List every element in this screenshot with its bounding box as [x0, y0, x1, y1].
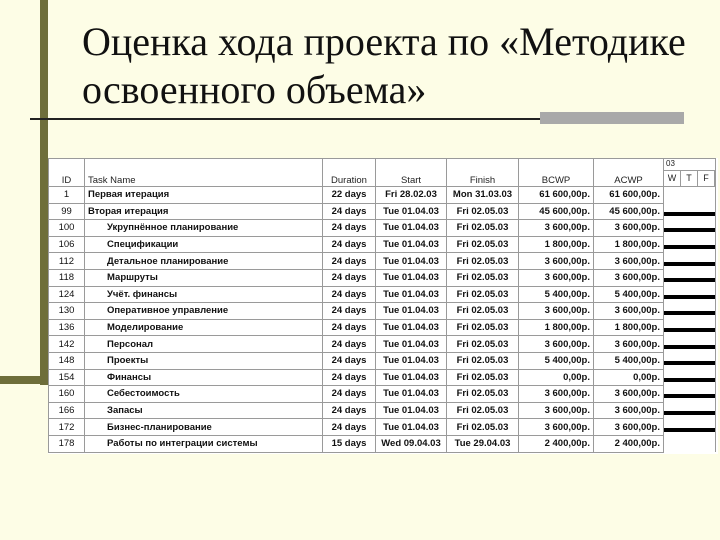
gantt-cell [664, 402, 716, 419]
cell-task-name[interactable]: Проекты [85, 352, 323, 369]
cell-duration[interactable]: 24 days [323, 419, 376, 436]
gantt-cell [664, 203, 716, 220]
slide-title: Оценка хода проекта по «Методике освоенного объема» [82, 19, 686, 112]
cell-acwp[interactable]: 45 600,00р. [594, 203, 664, 220]
gantt-cell [664, 336, 716, 353]
cell-duration[interactable]: 24 days [323, 319, 376, 336]
gantt-day-label: F [698, 171, 715, 186]
cell-id[interactable]: 118 [49, 269, 85, 286]
cell-id[interactable]: 178 [49, 435, 85, 452]
cell-finish[interactable]: Fri 02.05.03 [447, 369, 519, 386]
gantt-bar [664, 212, 715, 216]
cell-task-name[interactable]: Работы по интеграции системы [85, 435, 323, 452]
cell-bcwp[interactable]: 3 600,00р. [519, 336, 594, 353]
cell-acwp[interactable]: 1 800,00р. [594, 236, 664, 253]
gantt-cell [664, 352, 716, 369]
cell-id[interactable]: 1 [49, 187, 85, 204]
table-row[interactable] [49, 336, 716, 353]
cell-id[interactable]: 142 [49, 336, 85, 353]
cell-bcwp[interactable]: 3 600,00р. [519, 253, 594, 270]
cell-task-name[interactable]: Первая итерация [85, 187, 323, 204]
cell-finish[interactable]: Fri 02.05.03 [447, 253, 519, 270]
cell-task-name[interactable]: Учёт. финансы [85, 286, 323, 303]
cell-acwp[interactable]: 3 600,00р. [594, 220, 664, 237]
cell-finish[interactable]: Mon 31.03.03 [447, 187, 519, 204]
cell-acwp[interactable]: 3 600,00р. [594, 269, 664, 286]
gantt-cell [664, 236, 716, 253]
cell-finish[interactable]: Fri 02.05.03 [447, 402, 519, 419]
cell-finish[interactable]: Fri 02.05.03 [447, 203, 519, 220]
gantt-cell [664, 187, 716, 204]
table-row[interactable] [49, 303, 716, 320]
cell-acwp[interactable]: 2 400,00р. [594, 435, 664, 452]
table-header-row [49, 159, 716, 187]
gantt-cell [664, 369, 716, 386]
cell-start[interactable]: Tue 01.04.03 [376, 386, 447, 403]
cell-duration[interactable]: 24 days [323, 336, 376, 353]
cell-bcwp[interactable]: 45 600,00р. [519, 203, 594, 220]
cell-id[interactable]: 148 [49, 352, 85, 369]
cell-start[interactable]: Tue 01.04.03 [376, 303, 447, 320]
cell-id[interactable]: 160 [49, 386, 85, 403]
cell-task-name[interactable]: Финансы [85, 369, 323, 386]
cell-bcwp[interactable]: 61 600,00р. [519, 187, 594, 204]
cell-duration[interactable]: 22 days [323, 187, 376, 204]
cell-duration[interactable]: 24 days [323, 369, 376, 386]
cell-id[interactable]: 154 [49, 369, 85, 386]
cell-start[interactable]: Tue 01.04.03 [376, 269, 447, 286]
cell-duration[interactable]: 24 days [323, 303, 376, 320]
cell-acwp[interactable]: 3 600,00р. [594, 253, 664, 270]
cell-finish[interactable]: Fri 02.05.03 [447, 352, 519, 369]
gantt-cell [664, 386, 716, 403]
cell-duration[interactable]: 24 days [323, 220, 376, 237]
gantt-cell [664, 253, 716, 270]
cell-id[interactable]: 130 [49, 303, 85, 320]
cell-acwp[interactable]: 61 600,00р. [594, 187, 664, 204]
gantt-cell [664, 435, 716, 452]
cell-duration[interactable]: 24 days [323, 203, 376, 220]
title-underline [30, 118, 540, 120]
cell-acwp[interactable]: 3 600,00р. [594, 303, 664, 320]
gantt-cell [664, 269, 716, 286]
gantt-bar [664, 278, 715, 282]
cell-duration[interactable]: 24 days [323, 402, 376, 419]
cell-id[interactable]: 172 [49, 419, 85, 436]
table-row[interactable] [49, 187, 716, 204]
gantt-bar [664, 394, 715, 398]
cell-start[interactable]: Tue 01.04.03 [376, 253, 447, 270]
table-row[interactable] [49, 369, 716, 386]
cell-bcwp[interactable]: 1 800,00р. [519, 236, 594, 253]
cell-finish[interactable]: Fri 02.05.03 [447, 286, 519, 303]
cell-bcwp[interactable]: 0,00р. [519, 369, 594, 386]
cell-duration[interactable]: 24 days [323, 253, 376, 270]
cell-task-name[interactable]: Оперативное управление [85, 303, 323, 320]
cell-start[interactable]: Tue 01.04.03 [376, 286, 447, 303]
gantt-bar [664, 378, 715, 382]
gantt-cell [664, 419, 716, 436]
cell-acwp[interactable]: 3 600,00р. [594, 419, 664, 436]
table-row[interactable] [49, 286, 716, 303]
project-table [48, 158, 716, 453]
cell-bcwp[interactable]: 1 800,00р. [519, 319, 594, 336]
cell-bcwp[interactable]: 3 600,00р. [519, 220, 594, 237]
gantt-bar [664, 411, 715, 415]
cell-acwp[interactable]: 0,00р. [594, 369, 664, 386]
cell-finish[interactable]: Fri 02.05.03 [447, 236, 519, 253]
cell-finish[interactable]: Fri 02.05.03 [447, 303, 519, 320]
cell-start[interactable]: Tue 01.04.03 [376, 220, 447, 237]
table-row[interactable] [49, 386, 716, 403]
cell-acwp[interactable]: 5 400,00р. [594, 286, 664, 303]
header-task-name[interactable]: Task Name [85, 159, 323, 187]
cell-start[interactable]: Fri 28.02.03 [376, 187, 447, 204]
cell-bcwp[interactable]: 5 400,00р. [519, 286, 594, 303]
cell-acwp[interactable]: 3 600,00р. [594, 402, 664, 419]
cell-task-name[interactable]: Запасы [85, 402, 323, 419]
cell-task-name[interactable]: Бизнес-планирование [85, 419, 323, 436]
cell-finish[interactable]: Fri 02.05.03 [447, 386, 519, 403]
cell-duration[interactable]: 24 days [323, 386, 376, 403]
table-row[interactable] [49, 402, 716, 419]
gantt-bar [664, 345, 715, 349]
cell-id[interactable]: 99 [49, 203, 85, 220]
cell-id[interactable]: 100 [49, 220, 85, 237]
header-duration[interactable]: Duration [323, 159, 376, 187]
gantt-cell [664, 286, 716, 303]
gantt-bar [664, 361, 715, 365]
cell-task-name[interactable]: Вторая итерация [85, 203, 323, 220]
cell-bcwp[interactable]: 3 600,00р. [519, 386, 594, 403]
cell-acwp[interactable]: 3 600,00р. [594, 336, 664, 353]
cell-finish[interactable]: Tue 29.04.03 [447, 435, 519, 452]
cell-finish[interactable]: Fri 02.05.03 [447, 220, 519, 237]
header-start[interactable]: Start [376, 159, 447, 187]
gantt-cell [664, 220, 716, 237]
cell-duration[interactable]: 24 days [323, 236, 376, 253]
cell-id[interactable]: 106 [49, 236, 85, 253]
table-row[interactable] [49, 319, 716, 336]
cell-duration[interactable]: 24 days [323, 286, 376, 303]
gantt-bar [664, 228, 715, 232]
gantt-bar [664, 311, 715, 315]
cell-start[interactable]: Tue 01.04.03 [376, 419, 447, 436]
cell-finish[interactable]: Fri 02.05.03 [447, 336, 519, 353]
table-row[interactable] [49, 203, 716, 220]
gantt-day-label: W [664, 171, 681, 186]
cell-bcwp[interactable]: 5 400,00р. [519, 352, 594, 369]
left-decor-foot [0, 376, 48, 384]
cell-start[interactable]: Wed 09.04.03 [376, 435, 447, 452]
cell-start[interactable]: Tue 01.04.03 [376, 336, 447, 353]
cell-start[interactable]: Tue 01.04.03 [376, 352, 447, 369]
title-accent-block [540, 112, 684, 124]
cell-bcwp[interactable]: 3 600,00р. [519, 269, 594, 286]
header-acwp[interactable]: ACWP [594, 159, 664, 187]
table-row[interactable] [49, 419, 716, 436]
cell-bcwp[interactable]: 2 400,00р. [519, 435, 594, 452]
cell-bcwp[interactable]: 3 600,00р. [519, 402, 594, 419]
cell-start[interactable]: Tue 01.04.03 [376, 319, 447, 336]
cell-task-name[interactable]: Моделирование [85, 319, 323, 336]
cell-start[interactable]: Tue 01.04.03 [376, 369, 447, 386]
gantt-header [664, 159, 716, 187]
table-row[interactable] [49, 269, 716, 286]
gantt-cell [664, 319, 716, 336]
gantt-bar [664, 295, 715, 299]
cell-duration[interactable]: 15 days [323, 435, 376, 452]
left-decor-bar [0, 0, 48, 385]
header-finish[interactable]: Finish [447, 159, 519, 187]
cell-start[interactable]: Tue 01.04.03 [376, 402, 447, 419]
project-table-container [48, 158, 718, 454]
cell-acwp[interactable]: 1 800,00р. [594, 319, 664, 336]
gantt-bar [664, 262, 715, 266]
cell-duration[interactable]: 24 days [323, 269, 376, 286]
gantt-bar [664, 328, 715, 332]
header-bcwp[interactable]: BCWP [519, 159, 594, 187]
cell-start[interactable]: Tue 01.04.03 [376, 236, 447, 253]
cell-task-name[interactable]: Себестоимость [85, 386, 323, 403]
cell-task-name[interactable]: Маршруты [85, 269, 323, 286]
cell-finish[interactable]: Fri 02.05.03 [447, 269, 519, 286]
cell-task-name[interactable]: Персонал [85, 336, 323, 353]
cell-task-name[interactable]: Детальное планирование [85, 253, 323, 270]
header-id[interactable]: ID [49, 159, 85, 187]
gantt-bar [664, 245, 715, 249]
table-row[interactable] [49, 220, 716, 237]
cell-acwp[interactable]: 3 600,00р. [594, 386, 664, 403]
cell-finish[interactable]: Fri 02.05.03 [447, 319, 519, 336]
cell-bcwp[interactable]: 3 600,00р. [519, 303, 594, 320]
cell-task-name[interactable]: Спецификации [85, 236, 323, 253]
cell-duration[interactable]: 24 days [323, 352, 376, 369]
cell-finish[interactable]: Fri 02.05.03 [447, 419, 519, 436]
cell-id[interactable]: 124 [49, 286, 85, 303]
gantt-period: 03 [664, 159, 715, 171]
table-row[interactable] [49, 352, 716, 369]
gantt-cell [664, 303, 716, 320]
cell-id[interactable]: 112 [49, 253, 85, 270]
cell-task-name[interactable]: Укрупнённое планирование [85, 220, 323, 237]
table-row[interactable] [49, 253, 716, 270]
cell-bcwp[interactable]: 3 600,00р. [519, 419, 594, 436]
table-row[interactable] [49, 435, 716, 452]
cell-acwp[interactable]: 5 400,00р. [594, 352, 664, 369]
gantt-day-label: T [681, 171, 698, 186]
table-row[interactable] [49, 236, 716, 253]
cell-start[interactable]: Tue 01.04.03 [376, 203, 447, 220]
cell-id[interactable]: 166 [49, 402, 85, 419]
cell-id[interactable]: 136 [49, 319, 85, 336]
gantt-bar [664, 428, 715, 432]
